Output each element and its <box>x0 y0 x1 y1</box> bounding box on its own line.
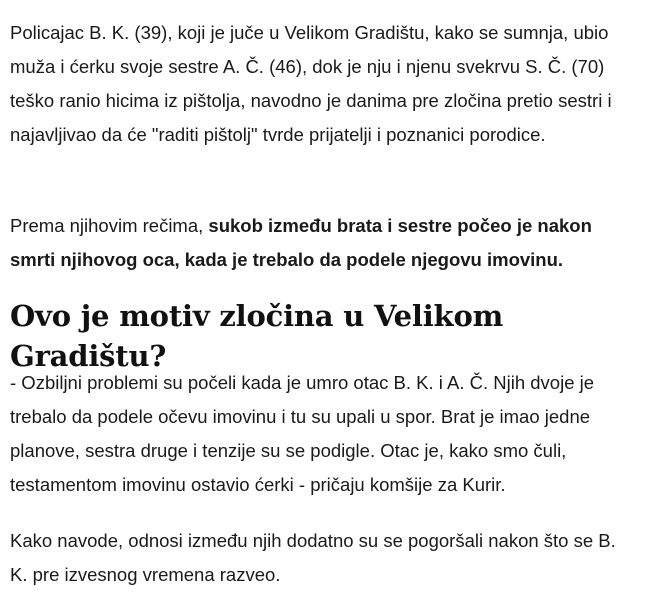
article-paragraph-4: Kako navode, odnosi između njih dodatno su se pogoršali nakon što se B. K. pre izvesnog vremena razveo. <box>10 530 616 585</box>
article-paragraph-2 <box>10 209 638 277</box>
article-paragraph-1: Policajac B. K. (39), koji je juče u Velikom Gradištu, kako se sumnja, ubio muža i ćerku svoje sestre A. Č. (46), dok je nju i njenu svekrvu S. Č. (70) teško ranio hicima iz pištolja, navodno je danima pre zločina pretio sestri i najavljivao da će "raditi pištolj" tvrde prijatelji i poznanici porodice. <box>10 22 612 145</box>
paragraph-2-bold-text: sukob između brata i sestre počeo je nakon smrti njihovog oca, kada je trebalo da podele njegovu imovinu. <box>10 215 592 270</box>
article-paragraph-3: - Ozbiljni problemi su počeli kada je umro otac B. K. i A. Č. Njih dvoje je trebalo da podele očevu imovinu i tu su upali u spor. Brat je imao jedne planove, sestra druge i tenzije su se podigle. Otac je, kako smo čuli, testamentom imovinu ostavio ćerki - pričaju komšije za Kurir. <box>10 372 595 495</box>
section-heading: Ovo je motiv zločina u Velikom Gradištu? <box>10 299 504 373</box>
paragraph-2-intro-text: Prema njihovim rečima, <box>10 215 209 236</box>
